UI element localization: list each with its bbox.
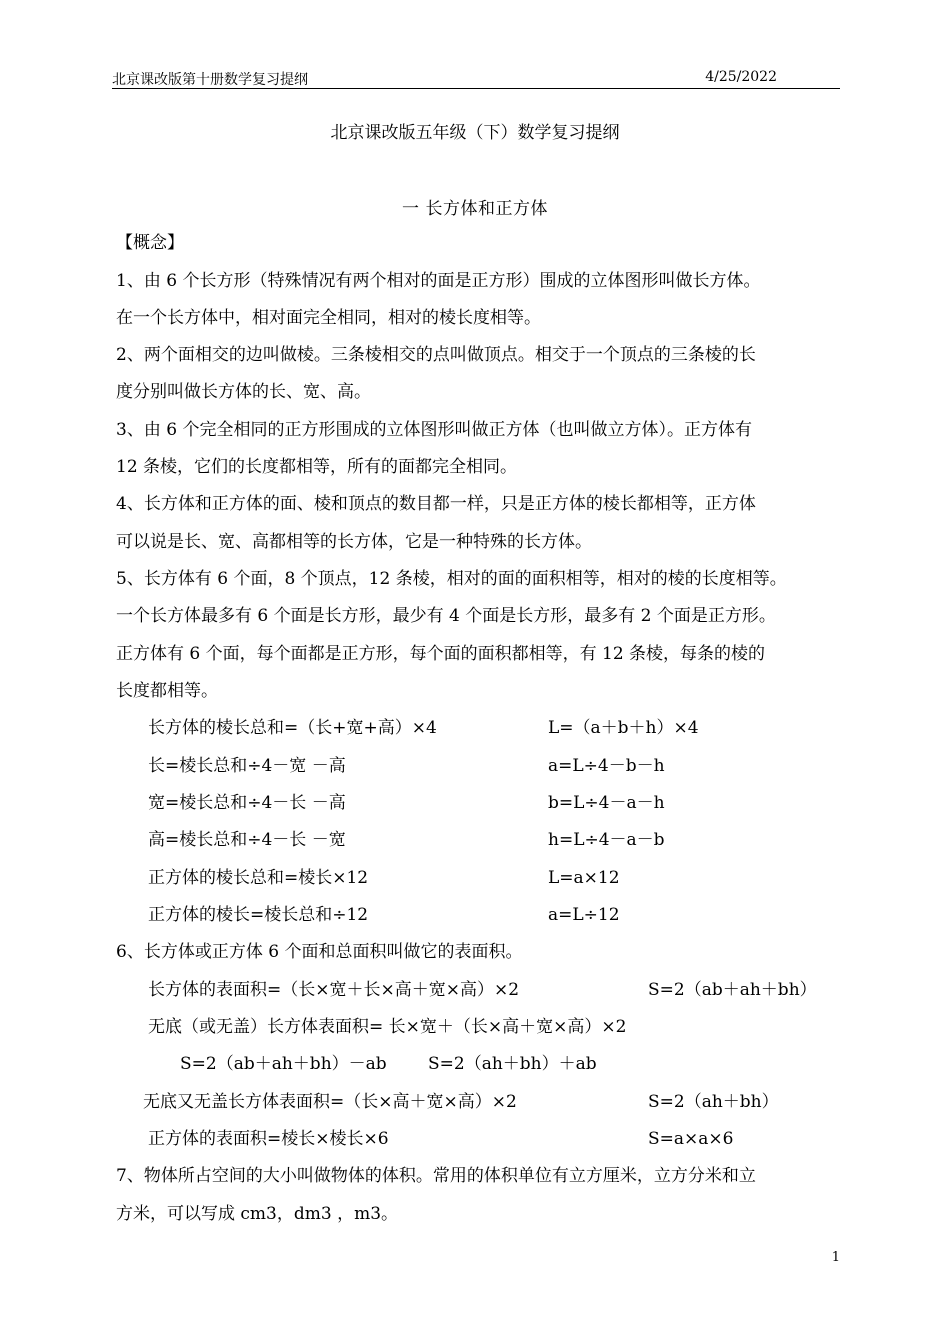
formula-expression: b=L÷4－a－h bbox=[548, 793, 665, 813]
formula-text: 正方体的棱长=棱长总和÷12 bbox=[148, 905, 369, 925]
formula-text: 无底（或无盖）长方体表面积= 长×宽＋（长×高＋宽×高）×2 bbox=[148, 1017, 627, 1037]
formula-text: 长=棱长总和÷4－宽 －高 bbox=[148, 756, 346, 776]
formula-expression: a=L÷12 bbox=[548, 905, 620, 925]
section-heading: 【概念】 bbox=[116, 233, 184, 253]
formula-text: 长方体的表面积=（长×宽＋长×高＋宽×高）×2 bbox=[148, 980, 520, 1000]
document-title: 北京课改版五年级（下）数学复习提纲 bbox=[330, 123, 620, 143]
formula-text: 高=棱长总和÷4－长 －宽 bbox=[148, 830, 346, 850]
chapter-title: 一 长方体和正方体 bbox=[402, 199, 548, 219]
paragraph-line: 3、由 6 个完全相同的正方形围成的立体图形叫做正方体（也叫做立方体）。正方体有 bbox=[116, 420, 752, 440]
formula-expression: h=L÷4－a－b bbox=[548, 830, 665, 850]
header-doc-name: 北京课改版第十册数学复习提纲 bbox=[112, 72, 308, 88]
formula-expression: S=2（ab＋ah＋bh） bbox=[648, 980, 817, 1000]
paragraph-line: 一个长方体最多有 6 个面是长方形，最少有 4 个面是长方形，最多有 2 个面是正方形。 bbox=[116, 606, 776, 626]
formula-text: 长方体的棱长总和=（长+宽+高）×4 bbox=[148, 718, 437, 738]
formula-expression: L=a×12 bbox=[548, 868, 620, 888]
formula-expression: S=2（ab＋ah＋bh）－ab bbox=[180, 1054, 387, 1074]
paragraph-line: 可以说是长、宽、高都相等的长方体，它是一种特殊的长方体。 bbox=[116, 532, 592, 552]
paragraph-line: 在一个长方体中，相对面完全相同，相对的棱长度相等。 bbox=[116, 308, 541, 328]
page-number: 1 bbox=[831, 1250, 840, 1265]
paragraph-line: 1、由 6 个长方形（特殊情况有两个相对的面是正方形）围成的立体图形叫做长方体。 bbox=[116, 271, 761, 291]
paragraph-line: 2、两个面相交的边叫做棱。三条棱相交的点叫做顶点。相交于一个顶点的三条棱的长 bbox=[116, 345, 756, 365]
formula-expression: S=2（ah＋bh） bbox=[648, 1092, 779, 1112]
formula-expression: a=L÷4－b－h bbox=[548, 756, 665, 776]
paragraph-line: 7、物体所占空间的大小叫做物体的体积。常用的体积单位有立方厘米，立方分米和立 bbox=[116, 1166, 756, 1186]
page-header bbox=[112, 66, 840, 89]
formula-expression: L=（a＋b＋h）×4 bbox=[548, 718, 699, 738]
paragraph-line: 方米，可以写成 cm3，dm3 ，m3。 bbox=[116, 1204, 399, 1224]
paragraph-line: 5、长方体有 6 个面，8 个顶点，12 条棱，相对的面的面积相等，相对的棱的长度相等。 bbox=[116, 569, 787, 589]
paragraph-line: 12 条棱，它们的长度都相等，所有的面都完全相同。 bbox=[116, 457, 518, 477]
formula-expression: S=2（ah＋bh）＋ab bbox=[428, 1054, 597, 1074]
formula-text: 正方体的棱长总和=棱长×12 bbox=[148, 868, 369, 888]
header-date: 4/25/2022 bbox=[705, 69, 777, 85]
formula-text: 宽=棱长总和÷4－长 －高 bbox=[148, 793, 346, 813]
paragraph-line: 度分别叫做长方体的长、宽、高。 bbox=[116, 382, 371, 402]
paragraph-line: 长度都相等。 bbox=[116, 681, 218, 701]
paragraph-line: 正方体有 6 个面，每个面都是正方形，每个面的面积都相等，有 12 条棱，每条的棱的 bbox=[116, 644, 766, 664]
formula-text: 正方体的表面积=棱长×棱长×6 bbox=[148, 1129, 389, 1149]
formula-expression: S=a×a×6 bbox=[648, 1129, 734, 1149]
paragraph-line: 4、长方体和正方体的面、棱和顶点的数目都一样，只是正方体的棱长都相等，正方体 bbox=[116, 494, 756, 514]
formula-text: 无底又无盖长方体表面积=（长×高＋宽×高）×2 bbox=[143, 1092, 517, 1112]
paragraph-line: 6、长方体或正方体 6 个面和总面积叫做它的表面积。 bbox=[116, 942, 523, 962]
